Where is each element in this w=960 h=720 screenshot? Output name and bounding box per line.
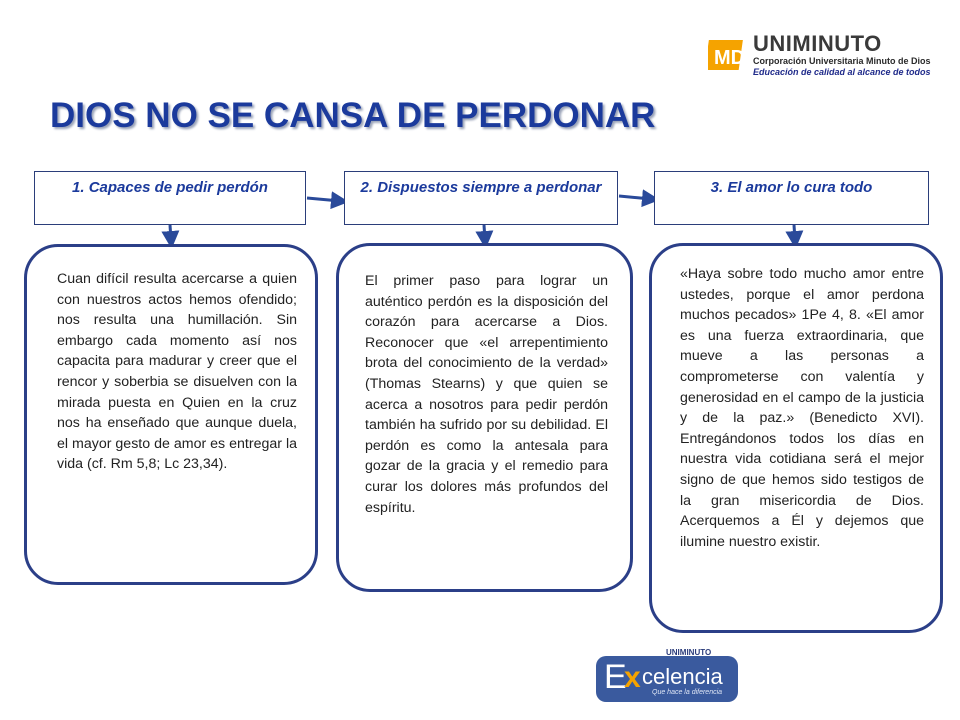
excelencia-tagline: Que hace la diferencia bbox=[652, 689, 723, 696]
logo-line2: Educación de calidad al alcance de todos bbox=[753, 67, 931, 77]
step-1-text: Cuan difícil resulta acercarse a quien con nuestros actos hemos ofendido; nos resulta una humillación. Sin embargo cada momento así nos capacita para madurar y creer que el rencor y soberbia se disuelven con la mirada puesta en Quien en la cruz nos ha enseñado que aunque duela, el mayor gesto de amor es entregar la vida (cf. Rm 5,8; Lc 23,34). bbox=[24, 244, 318, 585]
arrow-down-2 bbox=[484, 225, 485, 240]
arrow-step2-to-step3 bbox=[619, 196, 651, 199]
excelencia-word: celencia bbox=[642, 664, 723, 689]
arrow-down-1 bbox=[170, 225, 171, 240]
step-1-heading: 1. Capaces de pedir perdón bbox=[34, 171, 306, 225]
logo-line1: Corporación Universitaria Minuto de Dios bbox=[753, 56, 931, 66]
page-title: DIOS NO SE CANSA DE PERDONAR bbox=[50, 96, 656, 135]
md-logo-mark bbox=[708, 32, 748, 76]
arrow-down-3 bbox=[794, 225, 795, 240]
step-2-heading: 2. Dispuestos siempre a perdonar bbox=[344, 171, 618, 225]
excelencia-logo bbox=[596, 648, 738, 702]
arrow-step1-to-step2 bbox=[307, 198, 340, 201]
svg-text:MD: MD bbox=[714, 47, 746, 69]
step-3-text: «Haya sobre todo mucho amor entre ustedes, porque el amor perdona muchos pecados» 1Pe 4, 8. «El amor es una fuerza extraordinaria, que mueve a las personas a comprometerse con valentía y generosidad en el campo de la justicia y de la paz.» (Benedicto XVI). Entregándonos todos los días en nuestra vida cotidiana será el mejor signo de que hemos sido testigos de la gran misericordia de Dios. Acerquemos a Él y dejemos que ilumine nuestro existir. bbox=[649, 243, 943, 633]
step-2-text: El primer paso para lograr un auténtico perdón es la disposición del corazón para acercarse a Dios. Reconocer que «el arrepentimiento brota del conocimiento de la verdad» (Thomas Stearns) y que quien se acerca a nosotros para pedir perdón también ha sufrido por su debilidad. El perdón es como la antesala para gozar de la gracia y el remedio para curar los dolores más profundos del espíritu. bbox=[336, 243, 633, 592]
logo-name: UNIMINUTO bbox=[753, 31, 882, 56]
excelencia-letter-x: x bbox=[624, 661, 641, 694]
excelencia-logo-top: UNIMINUTO bbox=[666, 648, 712, 657]
uniminuto-logo bbox=[708, 28, 938, 84]
step-3-heading: 3. El amor lo cura todo bbox=[654, 171, 929, 225]
excelencia-letter-e: E bbox=[604, 658, 627, 696]
